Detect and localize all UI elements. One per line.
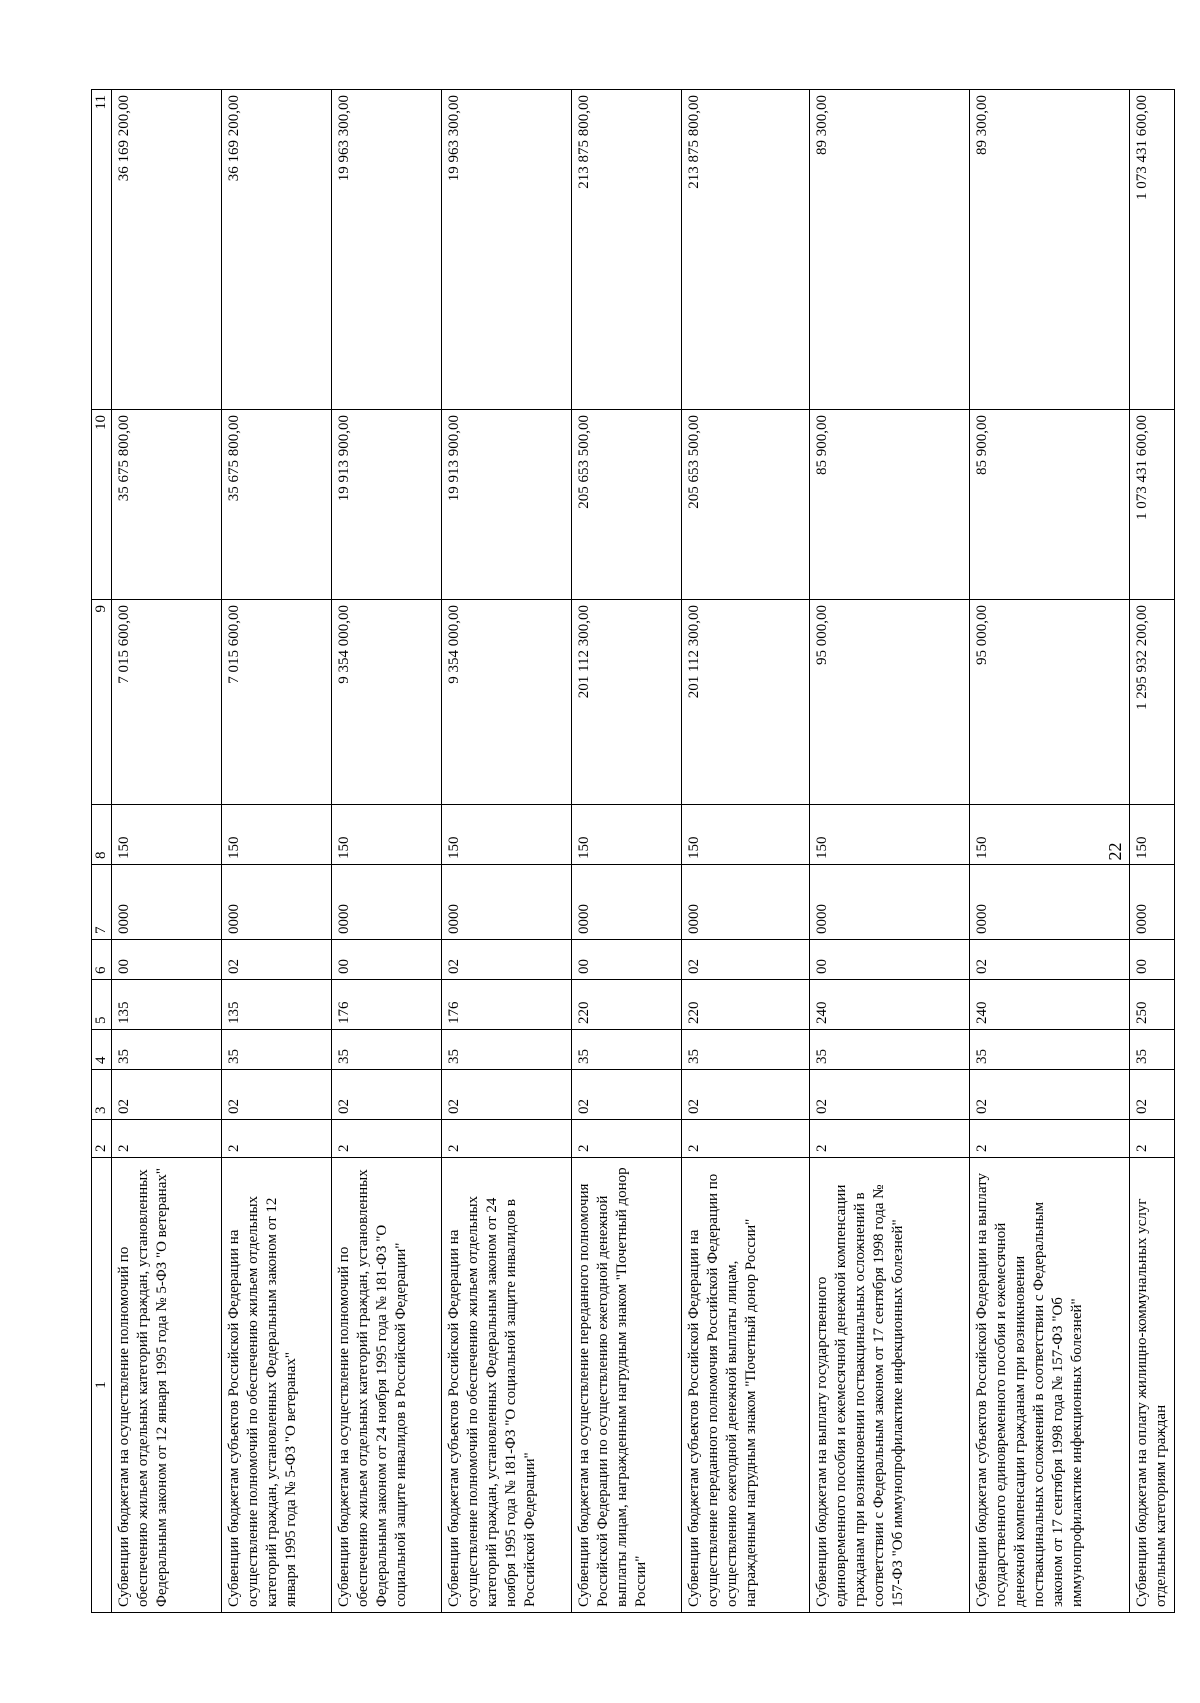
table-cell: 02 [810, 1070, 970, 1120]
column-header: 7 [92, 865, 112, 940]
column-header: 11 [92, 90, 112, 410]
table-cell: 85 900,00 [970, 410, 1130, 600]
table-cell: 00 [810, 940, 970, 980]
table-cell: 95 000,00 [810, 600, 970, 805]
column-header: 2 [92, 1120, 112, 1158]
table-row [332, 90, 442, 1613]
table-cell: 0000 [1130, 865, 1175, 940]
table-cell: 00 [112, 940, 222, 980]
table-cell: 0000 [682, 865, 810, 940]
table-cell: 19 913 900,00 [442, 410, 572, 600]
table-body [112, 90, 1175, 1613]
table-cell: 95 000,00 [970, 600, 1130, 805]
table-cell: 35 [332, 1030, 442, 1070]
page-number: 22 [1105, 842, 1125, 861]
table-cell: 0000 [112, 865, 222, 940]
table-cell: 19 963 300,00 [442, 90, 572, 410]
table-cell: 36 169 200,00 [112, 90, 222, 410]
table-cell: 02 [222, 1070, 332, 1120]
table-cell: 0000 [572, 865, 682, 940]
table-cell: 1 073 431 600,00 [1130, 410, 1175, 600]
table-cell: 150 [810, 805, 970, 865]
table-cell: 00 [1130, 940, 1175, 980]
table-cell: 02 [1130, 1070, 1175, 1120]
table-cell: 35 [222, 1030, 332, 1070]
row-description-cell: Субвенции бюджетам субъектов Российской Федерации на осуществление переданного полномочия Российской Федерации по осуществлению ежегодной денежной выплаты лицам, награжденным нагрудным знаком "Почетный донор России" [682, 1158, 810, 1613]
row-description-cell: Субвенции бюджетам субъектов Российской Федерации на осуществление полномочий по обеспечению жильем отдельных категорий граждан, установленных Федеральным законом от 24 ноября 1995 года № 181-ФЗ "О социальной защите инвалидов в Российской Федерации" [442, 1158, 572, 1613]
table-cell: 35 675 800,00 [222, 410, 332, 600]
table-cell: 02 [442, 940, 572, 980]
table-cell: 150 [1130, 805, 1175, 865]
table-cell: 0000 [810, 865, 970, 940]
table-cell: 35 [112, 1030, 222, 1070]
table-cell: 240 [810, 980, 970, 1030]
table-cell: 35 [682, 1030, 810, 1070]
table-cell: 02 [682, 940, 810, 980]
table-cell: 35 [1130, 1030, 1175, 1070]
table-cell: 2 [970, 1120, 1130, 1158]
column-header: 10 [92, 410, 112, 600]
table-row [572, 90, 682, 1613]
table-cell: 02 [112, 1070, 222, 1120]
table-row [222, 90, 332, 1613]
table-row [442, 90, 572, 1613]
table-cell: 150 [970, 805, 1130, 865]
table-cell: 2 [682, 1120, 810, 1158]
table-cell: 176 [442, 980, 572, 1030]
table-cell: 35 675 800,00 [112, 410, 222, 600]
table-cell: 89 300,00 [970, 90, 1130, 410]
rotated-table-area [91, 90, 1169, 1613]
table-cell: 0000 [970, 865, 1130, 940]
table-cell: 240 [970, 980, 1130, 1030]
table-cell: 150 [442, 805, 572, 865]
table-cell: 176 [332, 980, 442, 1030]
column-header: 6 [92, 940, 112, 980]
table-cell: 135 [112, 980, 222, 1030]
table-cell: 0000 [222, 865, 332, 940]
table-cell: 213 875 800,00 [572, 90, 682, 410]
column-header: 9 [92, 600, 112, 805]
table-row [1130, 90, 1175, 1613]
table-cell: 00 [332, 940, 442, 980]
table-cell: 2 [222, 1120, 332, 1158]
column-header: 1 [92, 1158, 112, 1613]
table-cell: 2 [112, 1120, 222, 1158]
row-description-cell: Субвенции бюджетам на осуществление полномочий по обеспечению жильем отдельных категорий граждан, установленных Федеральным законом от 12 января 1995 года № 5-ФЗ "О ветеранах" [112, 1158, 222, 1613]
table-cell: 150 [682, 805, 810, 865]
table-cell: 135 [222, 980, 332, 1030]
column-header: 5 [92, 980, 112, 1030]
table-cell: 9 354 000,00 [442, 600, 572, 805]
table-cell: 36 169 200,00 [222, 90, 332, 410]
table-cell: 19 963 300,00 [332, 90, 442, 410]
table-cell: 220 [682, 980, 810, 1030]
table-cell: 2 [810, 1120, 970, 1158]
table-cell: 89 300,00 [810, 90, 970, 410]
table-cell: 35 [572, 1030, 682, 1070]
row-description-cell: Субвенции бюджетам субъектов Российской Федерации на осуществление полномочий по обеспечению жильем отдельных категорий граждан, установленных Федеральным законом от 12 января 1995 года № 5-ФЗ "О ветеранах" [222, 1158, 332, 1613]
table-cell: 35 [810, 1030, 970, 1070]
row-description-cell: Субвенции бюджетам на осуществление переданного полномочия Российской Федерации по осуществлению ежегодной денежной выплаты лицам, награжденным нагрудным знаком "Почетный донор России" [572, 1158, 682, 1613]
header-row [92, 90, 112, 1613]
column-header: 3 [92, 1070, 112, 1120]
table-cell: 02 [970, 940, 1130, 980]
table-cell: 9 354 000,00 [332, 600, 442, 805]
table-cell: 150 [332, 805, 442, 865]
table-cell: 201 112 300,00 [572, 600, 682, 805]
table-cell: 2 [1130, 1120, 1175, 1158]
table-row [112, 90, 222, 1613]
table-cell: 150 [112, 805, 222, 865]
table-cell: 7 015 600,00 [112, 600, 222, 805]
table-cell: 250 [1130, 980, 1175, 1030]
table-cell: 2 [572, 1120, 682, 1158]
column-header: 4 [92, 1030, 112, 1070]
table-cell: 7 015 600,00 [222, 600, 332, 805]
table-cell: 1 295 932 200,00 [1130, 600, 1175, 805]
row-description-cell: Субвенции бюджетам на выплату государственного единовременного пособия и ежемесячной денежной компенсации гражданам при возникновении поствакцинальных осложнений в соответствии с Федеральным законом от 17 сентября 1998 года № 157-ФЗ "Об иммунопрофилактике инфекционных болезней" [810, 1158, 970, 1613]
row-description-cell: Субвенции бюджетам субъектов Российской Федерации на выплату государственного единовременного пособия и ежемесячной денежной компенсации гражданам при возникновении поствакцинальных осложнений в соответствии с Федеральным законом от 17 сентября 1998 года № 157-ФЗ "Об иммунопрофилактике инфекционных болезней" [970, 1158, 1130, 1613]
table-cell: 2 [332, 1120, 442, 1158]
table-cell: 02 [442, 1070, 572, 1120]
table-row [682, 90, 810, 1613]
table-cell: 00 [572, 940, 682, 980]
table-cell: 201 112 300,00 [682, 600, 810, 805]
table-cell: 0000 [442, 865, 572, 940]
table-cell: 213 875 800,00 [682, 90, 810, 410]
table-cell: 0000 [332, 865, 442, 940]
table-cell: 205 653 500,00 [682, 410, 810, 600]
table-cell: 02 [222, 940, 332, 980]
table-cell: 1 073 431 600,00 [1130, 90, 1175, 410]
row-description-cell: Субвенции бюджетам на осуществление полномочий по обеспечению жильем отдельных категорий граждан, установленных Федеральным законом от 24 ноября 1995 года № 181-ФЗ "О социальной защите инвалидов в Российской Федерации" [332, 1158, 442, 1613]
table-cell: 85 900,00 [810, 410, 970, 600]
budget-table [91, 89, 1175, 1613]
table-cell: 02 [970, 1070, 1130, 1120]
table-cell: 150 [222, 805, 332, 865]
table-cell: 02 [332, 1070, 442, 1120]
row-description-cell: Субвенции бюджетам на оплату жилищно-коммунальных услуг отдельным категориям граждан [1130, 1158, 1175, 1613]
table-cell: 02 [682, 1070, 810, 1120]
table-cell: 02 [572, 1070, 682, 1120]
table-cell: 35 [970, 1030, 1130, 1070]
table-cell: 150 [572, 805, 682, 865]
table-row [810, 90, 970, 1613]
table-cell: 35 [442, 1030, 572, 1070]
table-cell: 19 913 900,00 [332, 410, 442, 600]
column-header: 8 [92, 805, 112, 865]
table-cell: 205 653 500,00 [572, 410, 682, 600]
table-cell: 2 [442, 1120, 572, 1158]
table-cell: 220 [572, 980, 682, 1030]
